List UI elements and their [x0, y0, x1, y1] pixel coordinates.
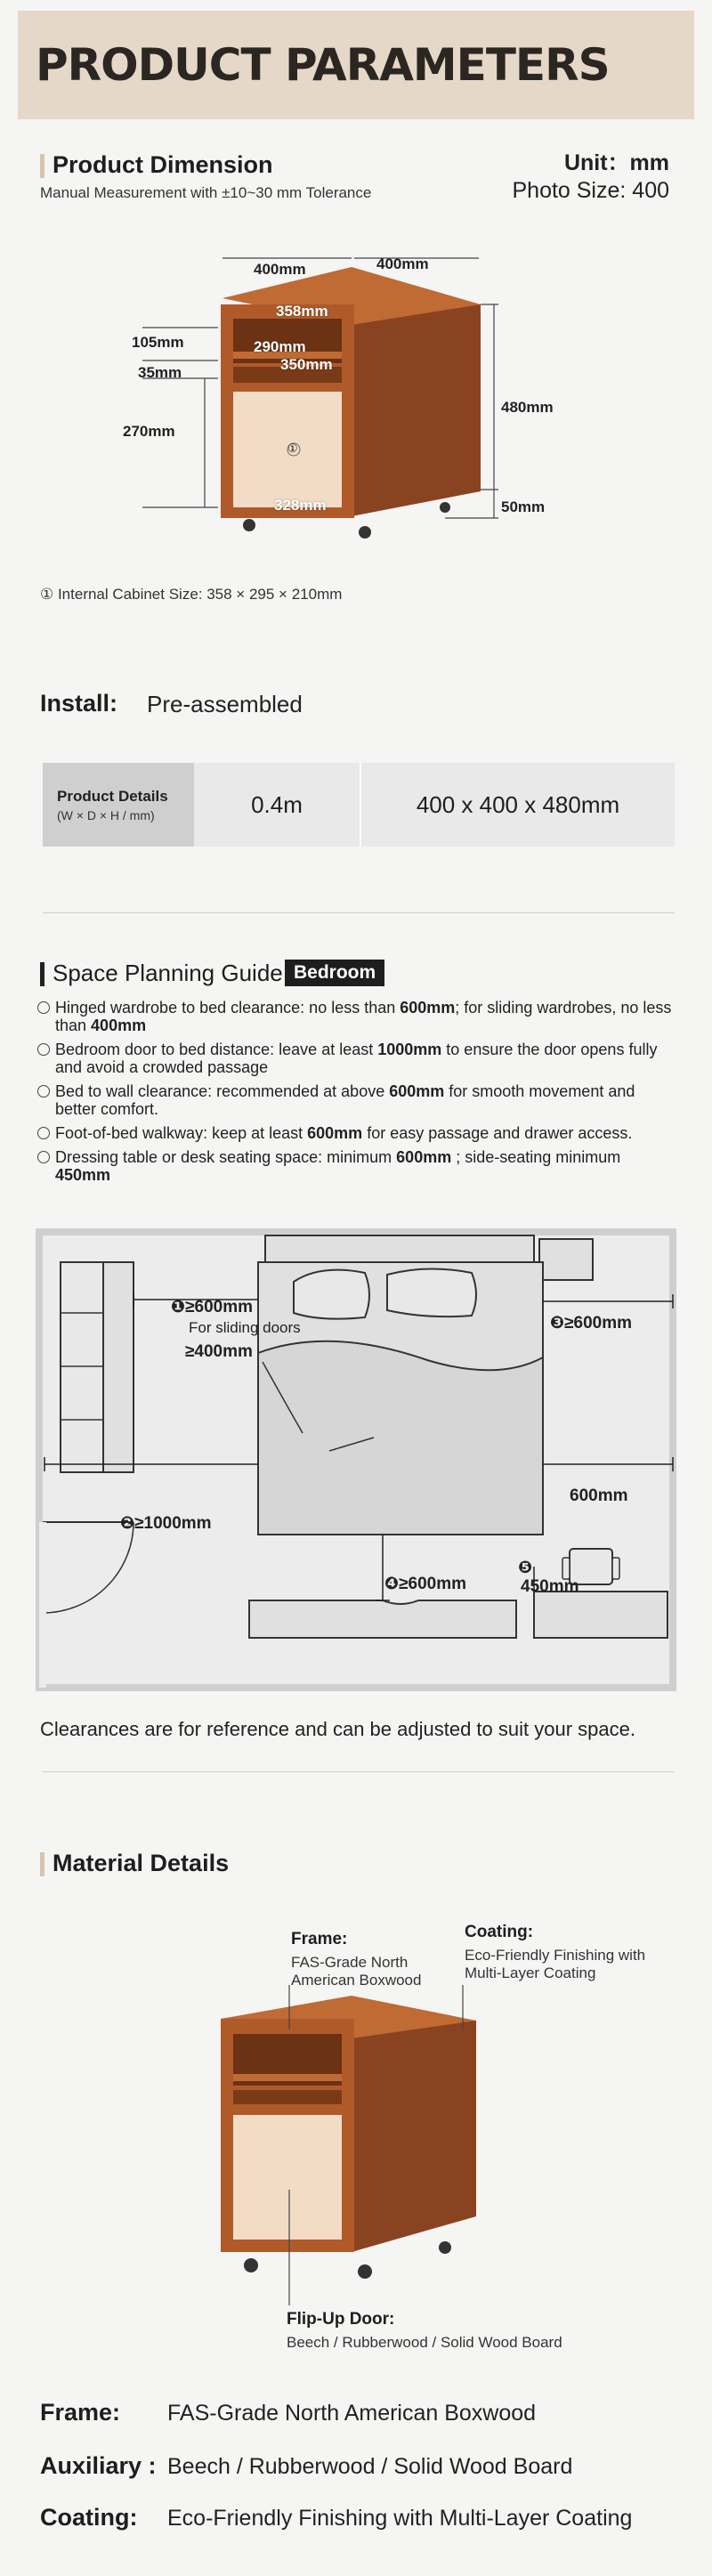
material-coating-text-2: Multi-Layer Coating	[465, 1964, 596, 1981]
dim-depth-right: 400mm	[376, 255, 429, 272]
dimension-title: Product Dimension	[40, 151, 273, 179]
product-weight-cell: 0.4m	[194, 763, 361, 847]
dim-bottom-width: 328mm	[274, 497, 327, 514]
nightstand-dimension-drawing	[0, 249, 712, 543]
photo-size-label: Photo Size: 400	[512, 178, 669, 203]
unit-label: Unit：mm	[563, 150, 669, 175]
plan-marker-5: ❺	[518, 1559, 533, 1577]
spec-coating-value: Eco-Friendly Finishing with Multi-Layer Coating	[167, 2506, 633, 2531]
product-size-cell: 400 x 400 x 480mm	[416, 790, 620, 818]
dim-shelf-width: 350mm	[280, 356, 333, 373]
space-title: Space Planning Guide	[40, 960, 283, 987]
plan-seat-clearance: 450mm	[521, 1577, 579, 1596]
spec-coating-label: Coating:	[40, 2504, 138, 2531]
plan-marker-3: ❸≥600mm	[550, 1314, 633, 1333]
plan-marker-1-note: For sliding doors	[189, 1319, 301, 1336]
bedroom-badge: Bedroom	[285, 960, 384, 986]
dim-cabinet-height: 270mm	[123, 423, 175, 440]
material-frame-text-1: FAS-Grade North	[291, 1954, 409, 1971]
dim-width-left: 400mm	[254, 261, 306, 278]
list-item: Bed to wall clearance: recommended at above 600mm for smooth movement and better comfort.	[37, 1082, 678, 1118]
material-frame-label: Frame:	[291, 1930, 348, 1948]
dim-caster-height: 50mm	[501, 498, 546, 515]
spec-auxiliary-label: Auxiliary :	[40, 2452, 157, 2479]
install-label: Install:	[40, 690, 118, 717]
dim-total-height: 480mm	[501, 399, 554, 416]
list-item: Bedroom door to bed distance: leave at least 1000mm to ensure the door opens fully and avoid a crowded passage	[37, 1041, 678, 1076]
material-door-text: Beech / Rubberwood / Solid Wood Board	[287, 2334, 562, 2351]
space-guide-list	[37, 999, 678, 1190]
material-frame-text-2: American Boxwood	[291, 1972, 422, 1989]
material-door-label: Flip-Up Door:	[287, 2310, 395, 2329]
dim-circle-marker: ①	[287, 441, 298, 455]
material-title: Material Details	[40, 1850, 229, 1877]
spec-frame-label: Frame:	[40, 2399, 121, 2426]
internal-size-note: ① Internal Cabinet Size: 358 × 295 × 210mm	[40, 586, 343, 603]
section-divider	[43, 1771, 675, 1772]
list-item: Dressing table or desk seating space: minimum 600mm ; side-seating minimum 450mm	[37, 1148, 678, 1184]
page-title: PRODUCT PARAMETERS	[36, 39, 610, 91]
plan-marker-4: ❹≥600mm	[384, 1575, 467, 1593]
plan-marker-1: ❶≥600mm	[171, 1298, 254, 1316]
list-item: Hinged wardrobe to bed clearance: no less than 600mm; for sliding wardrobes, no less than 400mm	[37, 999, 678, 1034]
banner	[18, 11, 694, 119]
plan-right-clearance: 600mm	[570, 1486, 628, 1505]
material-coating-text-1: Eco-Friendly Finishing with	[465, 1947, 646, 1964]
list-item: Foot-of-bed walkway: keep at least 600mm for easy passage and drawer access.	[37, 1124, 678, 1142]
spec-auxiliary-value: Beech / Rubberwood / Solid Wood Board	[167, 2454, 573, 2479]
dim-inner-top: 358mm	[276, 303, 328, 320]
dimension-subtitle: Manual Measurement with ±10~30 mm Tolerance	[40, 184, 372, 201]
section-divider	[43, 912, 675, 913]
product-details-sublabel: (W × D × H / mm)	[57, 807, 155, 822]
dim-shelf-depth: 290mm	[254, 338, 306, 355]
plan-marker-2: ❷≥1000mm	[120, 1514, 212, 1533]
material-coating-label: Coating:	[465, 1923, 534, 1941]
dim-top-gap: 105mm	[132, 334, 184, 351]
product-details-label: Product Details	[57, 787, 168, 805]
install-value: Pre-assembled	[147, 691, 303, 717]
bedroom-floor-plan	[36, 1228, 676, 1691]
material-nightstand-image	[205, 1985, 490, 2305]
spec-frame-value: FAS-Grade North American Boxwood	[167, 2401, 537, 2426]
product-details-table	[43, 763, 675, 847]
product-details-header	[43, 763, 194, 847]
plan-marker-1-alt: ≥400mm	[185, 1342, 253, 1361]
dim-shelf-gap: 35mm	[138, 364, 182, 381]
plan-caption: Clearances are for reference and can be adjusted to suit your space.	[40, 1718, 635, 1740]
